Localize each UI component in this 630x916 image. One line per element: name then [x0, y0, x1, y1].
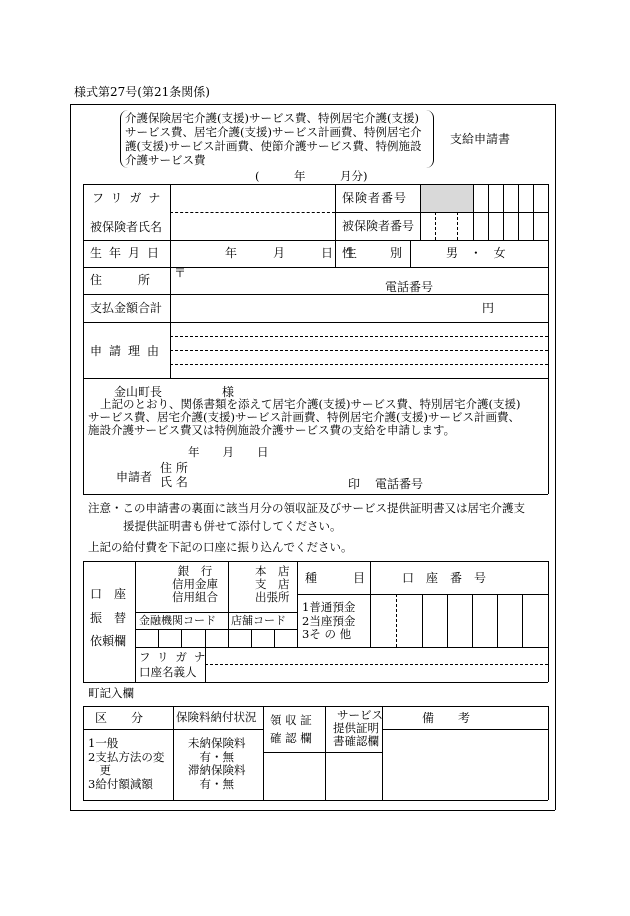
branch-type: 支 店: [255, 577, 290, 591]
table-line: [83, 267, 548, 268]
table-line: [83, 294, 548, 295]
branch-type-labels: [255, 565, 290, 604]
title-text: [125, 111, 421, 167]
note-line: 注意・この申請書の裏面に該当月分の領収証及びサービス提供証明書又は居宅介護支: [88, 501, 525, 515]
bank-type-labels: [172, 565, 218, 604]
note-line: 上記の給付費を下記の口座に振り込んでください。: [88, 540, 353, 554]
town-line: [382, 729, 548, 730]
bank-side-label: 振 替: [90, 611, 127, 625]
receipt-header: 領 収 証: [270, 713, 312, 727]
total-label: 支払金額合計: [90, 301, 163, 315]
holder-dash: [205, 664, 548, 665]
table-line: [533, 184, 534, 240]
category-options: [88, 737, 164, 791]
furigana-label: フリガナ: [92, 191, 168, 205]
bank-side-label: 口 座: [90, 587, 127, 601]
insurer-no-label: 保険者番号: [342, 191, 408, 205]
kind-options: [302, 601, 355, 642]
declaration-line: サービス費、居宅介護(支援)サービス計画費、特例居宅介護(支援)サービス計画費、: [88, 410, 520, 424]
bank-line: [181, 629, 182, 647]
table-line: [548, 184, 549, 494]
digit-dash: [457, 212, 458, 240]
payment-header: 保険料納付状況: [176, 710, 257, 724]
bank-line: [135, 561, 136, 682]
frame-top: [70, 104, 555, 105]
applicant-address-label: 住 所: [160, 461, 188, 475]
payment-option: 有・無: [199, 749, 234, 764]
bank-type: 銀 行: [177, 564, 213, 578]
insured-no-label: 被保険者番号: [342, 219, 415, 233]
table-line: [503, 184, 504, 240]
table-line: [83, 184, 548, 185]
service-header-line: 書確認欄: [333, 734, 379, 748]
insurer-no-shade: [421, 185, 473, 212]
frame-right: [555, 104, 556, 810]
table-line: [473, 184, 474, 240]
applicant-phone-label: 電話番号: [375, 477, 424, 491]
yen-label: 円: [482, 301, 495, 315]
town-line: [263, 706, 264, 800]
holder-furigana-label: フリガナ: [139, 650, 213, 664]
table-line: [335, 212, 548, 213]
service-header-line: 提供証明: [333, 721, 379, 735]
category-header: 区 分: [95, 711, 144, 725]
category-option: 2支払方法の変: [88, 749, 165, 764]
bank-line: [205, 629, 206, 647]
town-line: [325, 706, 326, 800]
town-line: [83, 706, 548, 707]
town-line: [83, 729, 263, 730]
applicant-name-label: 氏 名: [160, 475, 188, 489]
bank-line: [83, 561, 548, 562]
bank-line: [158, 629, 159, 647]
bank-line: [135, 612, 297, 613]
account-dash: [396, 594, 397, 647]
payment-option: 滞納保険料: [188, 763, 246, 777]
table-line: [83, 494, 548, 495]
town-line: [83, 800, 548, 801]
bank-code-label: 金融機関コード: [139, 614, 216, 627]
phone-label: 電話番号: [385, 280, 434, 294]
category-option: 3給付額減額: [88, 776, 153, 791]
title-line: 介護サービス費: [125, 153, 206, 167]
declaration-date: 年 月 日: [188, 445, 269, 459]
table-line: [83, 322, 548, 323]
gender-label: 性 別: [342, 246, 403, 260]
bank-line: [135, 629, 297, 630]
seal-mark: 印: [348, 477, 361, 491]
kind-label: 種 目: [305, 571, 366, 585]
service-header: [333, 709, 383, 748]
bank-type: 信用金庫: [172, 577, 218, 591]
bank-line: [274, 629, 275, 647]
table-line: [83, 184, 84, 494]
payment-options: [188, 737, 246, 791]
frame-bottom: [70, 810, 555, 811]
gender-value: 男 ・ 女: [446, 246, 510, 260]
category-option: 1一般: [88, 736, 119, 750]
postal-mark: 〒: [174, 266, 187, 280]
title-line: 護(支援)サービス計画費、使節介護サービス費、特例施設: [125, 139, 422, 153]
branch-code-label: 店舗コード: [231, 614, 286, 627]
title-line: サービス費、居宅介護(支援)サービス計画費、特例居宅介: [125, 125, 422, 139]
bank-side-label: 依頼欄: [90, 634, 127, 648]
branch-type: 出張所: [255, 590, 290, 604]
bank-line: [497, 594, 498, 647]
declaration-line: 上記のとおり、関係書類を添えて居宅介護(支援)サービス費、特別居宅介護(支援): [100, 397, 521, 411]
town-line: [173, 706, 174, 800]
title-line: 介護保険居宅介護(支援)サービス費、特例居宅介護(支援): [125, 111, 419, 125]
bank-line: [472, 594, 473, 647]
bank-line: [422, 594, 423, 647]
category-option: 更: [88, 763, 111, 777]
birth-value: 年 月 日 生: [225, 246, 358, 260]
frame-left: [70, 104, 71, 810]
table-line: [83, 378, 548, 379]
bank-line: [548, 561, 549, 682]
payment-option: 有・無: [199, 776, 234, 791]
declaration-line: 施設介護サービス費又は特例施設介護サービス費の支給を申請します。: [88, 423, 456, 437]
bank-line: [251, 629, 252, 647]
reason-dash: [170, 364, 548, 365]
kind-option: 2当座預金: [302, 613, 356, 628]
bank-line: [135, 647, 548, 648]
bank-line: [297, 561, 298, 647]
payment-option: 未納保険料: [188, 736, 246, 750]
bank-line: [370, 561, 371, 647]
insured-name-label: 被保険者氏名: [90, 220, 163, 234]
town-line: [263, 752, 382, 753]
table-line: [83, 240, 548, 241]
branch-type: 本 店: [255, 564, 290, 578]
bank-line: [83, 682, 548, 683]
period: ( 年 月分): [255, 169, 368, 183]
note-line: 援提供証明書も併せて添付してください。: [123, 519, 342, 533]
receipt-header: 確 認 欄: [270, 731, 312, 745]
table-line: [170, 184, 171, 378]
reason-dash: [170, 350, 548, 351]
digit-dash: [435, 212, 436, 240]
town-heading: 町記入欄: [88, 686, 134, 700]
form-number: 様式第27号(第21条関係): [74, 85, 210, 99]
address-label: 住 所: [90, 273, 151, 287]
town-line: [548, 706, 549, 800]
account-no-label: 口 座 番 号: [402, 571, 487, 585]
addressee: 金山町長 様: [114, 385, 235, 399]
bank-line: [83, 561, 84, 682]
title-suffix: 支給申請書: [450, 132, 511, 146]
remarks-header: 備 考: [422, 711, 471, 725]
table-line: [488, 184, 489, 240]
holder-label: 口座名義人: [139, 665, 197, 679]
town-line: [83, 706, 84, 800]
kind-option: 1普通預金: [302, 600, 356, 614]
reason-dash: [170, 336, 548, 337]
applicant-label: 申請者: [116, 470, 153, 484]
bank-line: [228, 561, 229, 647]
service-header-line: サービス: [337, 708, 383, 722]
table-line: [410, 240, 411, 267]
reason-label: 申請理由: [90, 344, 167, 358]
declaration-body: [88, 398, 520, 437]
bank-line: [447, 594, 448, 647]
bank-type: 信用組合: [172, 590, 218, 604]
kind-option: 3そ の 他: [302, 627, 352, 641]
bank-line: [522, 594, 523, 647]
table-line: [518, 184, 519, 240]
birth-label: 生年月日: [90, 246, 167, 260]
furigana-dash: [170, 212, 335, 213]
